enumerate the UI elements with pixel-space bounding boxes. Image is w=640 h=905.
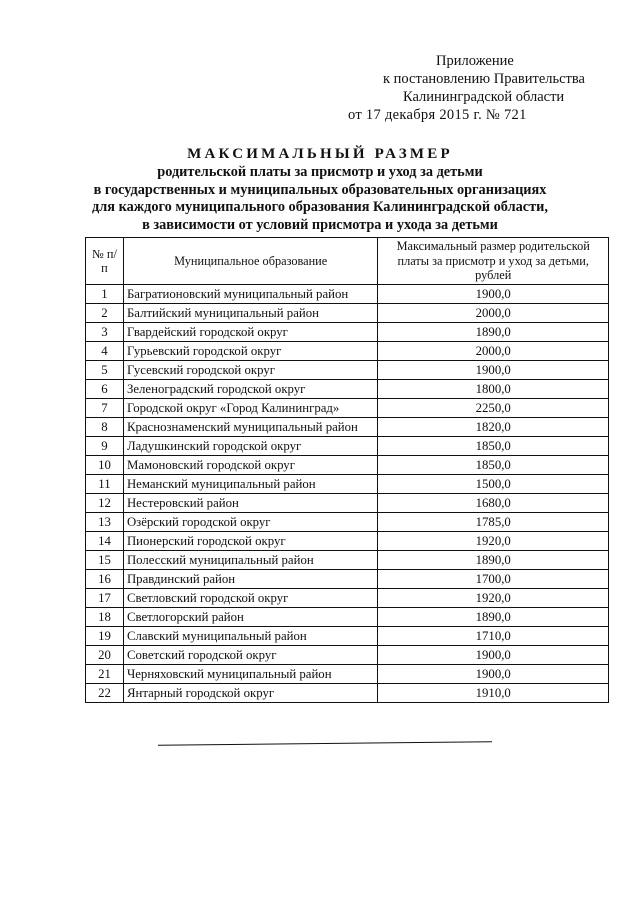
row-municipality: Черняховский муниципальный район [123,665,378,684]
table-row [86,570,609,589]
row-municipality: Озёрский городской округ [123,513,378,532]
row-municipality: Светлогорский район [123,608,378,627]
row-number: 19 [86,627,124,646]
table-row [86,323,609,342]
row-number: 9 [86,437,124,456]
row-number: 1 [86,285,124,304]
row-municipality: Янтарный городской округ [123,684,378,703]
row-max-fee: 1785,0 [378,513,609,532]
table-row [86,399,609,418]
row-number: 20 [86,646,124,665]
table-row [86,684,609,703]
row-max-fee: 1910,0 [378,684,609,703]
row-number: 15 [86,551,124,570]
fee-table [85,237,609,703]
row-number: 11 [86,475,124,494]
row-number: 14 [86,532,124,551]
table-row [86,304,609,323]
title-line-1: родительской платы за присмотр и уход за детьми [157,164,483,180]
row-municipality: Балтийский муниципальный район [123,304,378,323]
row-max-fee: 1500,0 [378,475,609,494]
row-max-fee: 1850,0 [378,437,609,456]
title-line-2: в государственных и муниципальных образовательных организациях [93,181,547,198]
row-municipality: Правдинский район [123,570,378,589]
row-municipality: Городской округ «Город Калининград» [123,399,378,418]
row-number: 17 [86,589,124,608]
row-max-fee: 2000,0 [378,342,609,361]
row-municipality: Советский городской округ [123,646,378,665]
row-max-fee: 1890,0 [378,608,609,627]
row-municipality: Нестеровский район [123,494,378,513]
row-max-fee: 1850,0 [378,456,609,475]
appendix-date-number: от 17 декабря 2015 г. № 721 [348,107,527,123]
row-max-fee: 1920,0 [378,589,609,608]
header-number: № п/п [86,238,124,285]
row-max-fee: 1680,0 [378,494,609,513]
document-title [60,144,580,234]
row-municipality: Пионерский городской округ [123,532,378,551]
header-municipality: Муниципальное образование [123,238,378,285]
row-number: 16 [86,570,124,589]
row-number: 7 [86,399,124,418]
table-row [86,494,609,513]
table-row [86,532,609,551]
row-number: 6 [86,380,124,399]
table-row [86,437,609,456]
row-max-fee: 1890,0 [378,323,609,342]
row-number: 5 [86,361,124,380]
row-number: 18 [86,608,124,627]
row-number: 10 [86,456,124,475]
title-line-4: в зависимости от условий присмотра и ухода за детьми [142,216,498,233]
table-row [86,608,609,627]
table-row [86,285,609,304]
table-row [86,646,609,665]
row-municipality: Багратионовский муниципальный район [123,285,378,304]
row-municipality: Светловский городской округ [123,589,378,608]
row-max-fee: 1900,0 [378,361,609,380]
table-row [86,513,609,532]
title-line-3: для каждого муниципального образования Калининградской области, [92,199,548,215]
row-municipality: Ладушкинский городской округ [123,437,378,456]
row-municipality: Полесский муниципальный район [123,551,378,570]
appendix-label: Приложение [436,53,514,69]
row-max-fee: 1820,0 [378,418,609,437]
row-max-fee: 1900,0 [378,646,609,665]
row-max-fee: 1900,0 [378,665,609,684]
row-max-fee: 1710,0 [378,627,609,646]
row-max-fee: 1700,0 [378,570,609,589]
row-number: 12 [86,494,124,513]
table-row [86,418,609,437]
row-number: 13 [86,513,124,532]
row-max-fee: 2000,0 [378,304,609,323]
appendix-resolution: к постановлению Правительства [383,71,585,87]
row-max-fee: 1890,0 [378,551,609,570]
table-row [86,475,609,494]
row-number: 8 [86,418,124,437]
row-municipality: Гурьевский городской округ [123,342,378,361]
row-number: 4 [86,342,124,361]
signature-line [158,741,492,745]
row-number: 21 [86,665,124,684]
row-number: 2 [86,304,124,323]
table-row [86,380,609,399]
row-max-fee: 1900,0 [378,285,609,304]
row-municipality: Краснознаменский муниципальный район [123,418,378,437]
table-row [86,627,609,646]
appendix-block [340,52,590,124]
row-max-fee: 1800,0 [378,380,609,399]
table-row [86,456,609,475]
row-municipality: Неманский муниципальный район [123,475,378,494]
row-municipality: Зеленоградский городской округ [123,380,378,399]
row-number: 3 [86,323,124,342]
header-max-fee: Максимальный размер родительской платы за присмотр и уход за детьми, рублей [378,238,609,285]
row-municipality: Гвардейский городской округ [123,323,378,342]
row-municipality: Славский муниципальный район [123,627,378,646]
row-max-fee: 2250,0 [378,399,609,418]
appendix-region: Калининградской области [403,89,565,105]
table-row [86,665,609,684]
table-row [86,361,609,380]
table-header-row [86,238,609,285]
table-row [86,589,609,608]
table-row [86,342,609,361]
row-municipality: Гусевский городской округ [123,361,378,380]
table-row [86,551,609,570]
row-municipality: Мамоновский городской округ [123,456,378,475]
row-number: 22 [86,684,124,703]
row-max-fee: 1920,0 [378,532,609,551]
title-main: МАКСИМАЛЬНЫЙ РАЗМЕР [187,146,453,162]
